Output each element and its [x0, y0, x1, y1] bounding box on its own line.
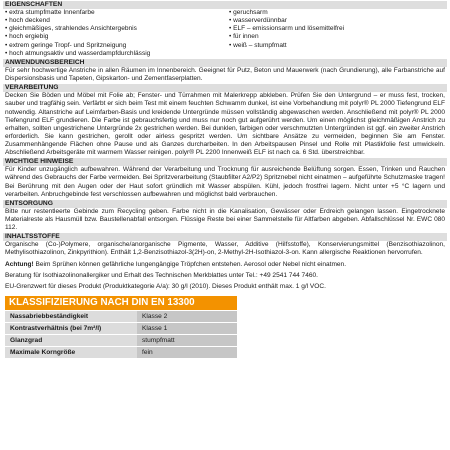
property-item: • wasserverdünnbar	[229, 17, 287, 25]
property-item: • hoch deckend	[5, 17, 50, 25]
classification-label: Glanzgrad	[5, 335, 137, 346]
section-heading-eigenschaften: EIGENSCHAFTEN	[3, 1, 447, 9]
verarbeitung-text: Decken Sie Böden und Möbel mit Folie ab; Fenster- und Türrahmen mit Malerkrepp abkleben. Prüfen Sie den Untergrund – er muss fest, trocken, sauber und tragfähig sein. Verfärbt er sich beim Test mit einem feuchten Schwamm dunkel, ist eine Vorbehandlung mit polyr® PL 2000 Tiefengrund ELF notwendig. Altanstriche auf Leimfarben-Basis und kreidende Untergründe müssen vollständig abgewaschen werden. Anschließend mit polyr® PL 2000 Tiefengrund ELF grundieren. Die Farbe ist gebrauchsfertig und muss nur noch gut aufgerührt werden. Um einen möglichst gleichmäßigen Anstrich zu erhalten, sollten ungestrichene Untergründe 2x gestrichen werden. Bei dunklen, farbigen oder verschmutzten Untergründen ist ggf. ein zweiter Anstrich erforderlich. Sie kann gestrichen, gerollt oder airless gespritzt werden. Um sichtbare Ansätze zu vermeiden, beginnen Sie am Fenster. Zusammenhängende Flächen ohne Pause und als Ganzes durcharbeiten. In den Arbeitspausen Pinsel und Rolle mit Plastikfolie fest umwickeln. Abschließend Arbeitsgeräte mit warmem Wasser reinigen. polyr® PL 2200 Innenweiß ELF ist nach ca. 6 Std. überstreichbar.	[5, 92, 445, 157]
classification-label: Kontrastverhältnis (bei 7m²/l)	[5, 323, 137, 334]
property-item: • hoch atmungsaktiv und wasserdampfdurchlässig	[5, 49, 151, 57]
table-row	[5, 335, 237, 346]
property-item: • extrem geringe Tropf- und Spritzneigung	[5, 41, 127, 49]
section-heading-anwendungsbereich: ANWENDUNGSBEREICH	[3, 59, 447, 67]
section-heading-hinweise: WICHTIGE HINWEISE	[3, 158, 447, 166]
classification-label: Maximale Korngröße	[5, 347, 137, 358]
section-heading-inhaltsstoffe: INHALTSSTOFFE	[3, 233, 447, 241]
classification-value: fein	[137, 347, 237, 358]
property-item: • extra stumpfmatte Innenfarbe	[5, 9, 95, 17]
inhaltsstoffe-text: Organische (Co-)Polymere, organische/anorganische Pigmente, Wasser, Additive (Hilfsstoffe), Konservierungsmittel (Benzisothiazolinon, Methylisothiazolinon, Zinkpyrithion). Enthält 1,2-Benzisothiazol-3(2H)-on, 2-Methyl-2H-Isothiazol-3-on. Kann allergische Reaktionen hervorrufen.	[5, 241, 445, 257]
properties-left-column	[5, 9, 229, 58]
property-item: • weiß – stumpfmatt	[229, 41, 287, 49]
section-heading-verarbeitung: VERARBEITUNG	[3, 84, 447, 92]
hinweise-text: Für Kinder unzugänglich aufbewahren. Während der Verarbeitung und Trocknung für ausreichende Belüftung sorgen. Essen, Trinken und Rauchen während des Gebrauchs der Farbe vermeiden. Bei Spritzverarbeitung (Staubfilter A2/P2) Spritznebel nicht einatmen – aufgeführte Schutzmaske tragen! Bei Berührung mit den Augen oder der Haut sofort gründlich mit Wasser abspülen. Kühl, jedoch frostfrei lagern. Nicht unter +5 °C lagern und verarbeiten. Anbruchgebinde fest verschlossen aufbewahren und möglichst bald verbrauchen.	[5, 166, 445, 198]
classification-label: Nassabriebbeständigkeit	[5, 311, 137, 322]
classification-value: Klasse 2	[137, 311, 237, 322]
section-heading-entsorgung: ENTSORGUNG	[3, 200, 447, 208]
klassifizierung-heading: KLASSIFIZIERUNG NACH DIN EN 13300	[5, 296, 237, 310]
table-row	[5, 347, 237, 358]
beratung-note: Beratung für Isothiazolinonallergiker und Erhalt des Technischen Merkblattes unter Tel.: +49 2541 744 7460.	[5, 271, 318, 279]
properties-right-column	[229, 9, 445, 58]
property-item: • gleichmäßiges, strahlendes Ansichtergebnis	[5, 25, 137, 33]
property-item: • hoch ergiebig	[5, 33, 49, 41]
property-item: • geruchsarm	[229, 9, 268, 17]
classification-value: Klasse 1	[137, 323, 237, 334]
anwendungsbereich-text: Für sehr hochwertige Anstriche in allen Räumen im Innenbereich. Geeignet für Putz, Beton und Mauerwerk (nach Grundierung), alle Farbanstriche auf Dispersionsbasis und Tapeten, Gipskarton- und Zementfaserplatten.	[5, 66, 445, 83]
klassifizierung-table	[5, 310, 237, 359]
properties-list	[3, 9, 447, 58]
achtung-label: Achtung!	[5, 260, 34, 268]
table-row	[5, 311, 237, 322]
achtung-text: Beim Sprühen können gefährliche lungengängige Tröpfchen entstehen. Aerosol oder Nebel nicht einatmen.	[33, 260, 347, 268]
property-item: • ELF – emissionsarm und lösemittelfrei	[229, 25, 345, 33]
property-item: • für innen	[229, 33, 259, 41]
entsorgung-text: Bitte nur restentleerte Gebinde zum Recycling geben. Farbe nicht in die Kanalisation, Gewässer oder Erdreich gelangen lassen. Eingetrocknete Materialreste als Hausmüll bzw. Baustellenabfall entsorgen. Flüssige Reste bei einer Sammelstelle für Altfarben abgeben. Abfallschlüssel Nr. EWC 080 112.	[5, 207, 445, 232]
table-row	[5, 323, 237, 334]
achtung-note	[3, 261, 447, 269]
classification-value: stumpfmatt	[137, 335, 237, 346]
eu-limit-note: EU-Grenzwert für dieses Produkt (Produktkategorie A/a): 30 g/l (2010). Dieses Produkt enthält max. 1 g/l VOC.	[5, 282, 326, 290]
